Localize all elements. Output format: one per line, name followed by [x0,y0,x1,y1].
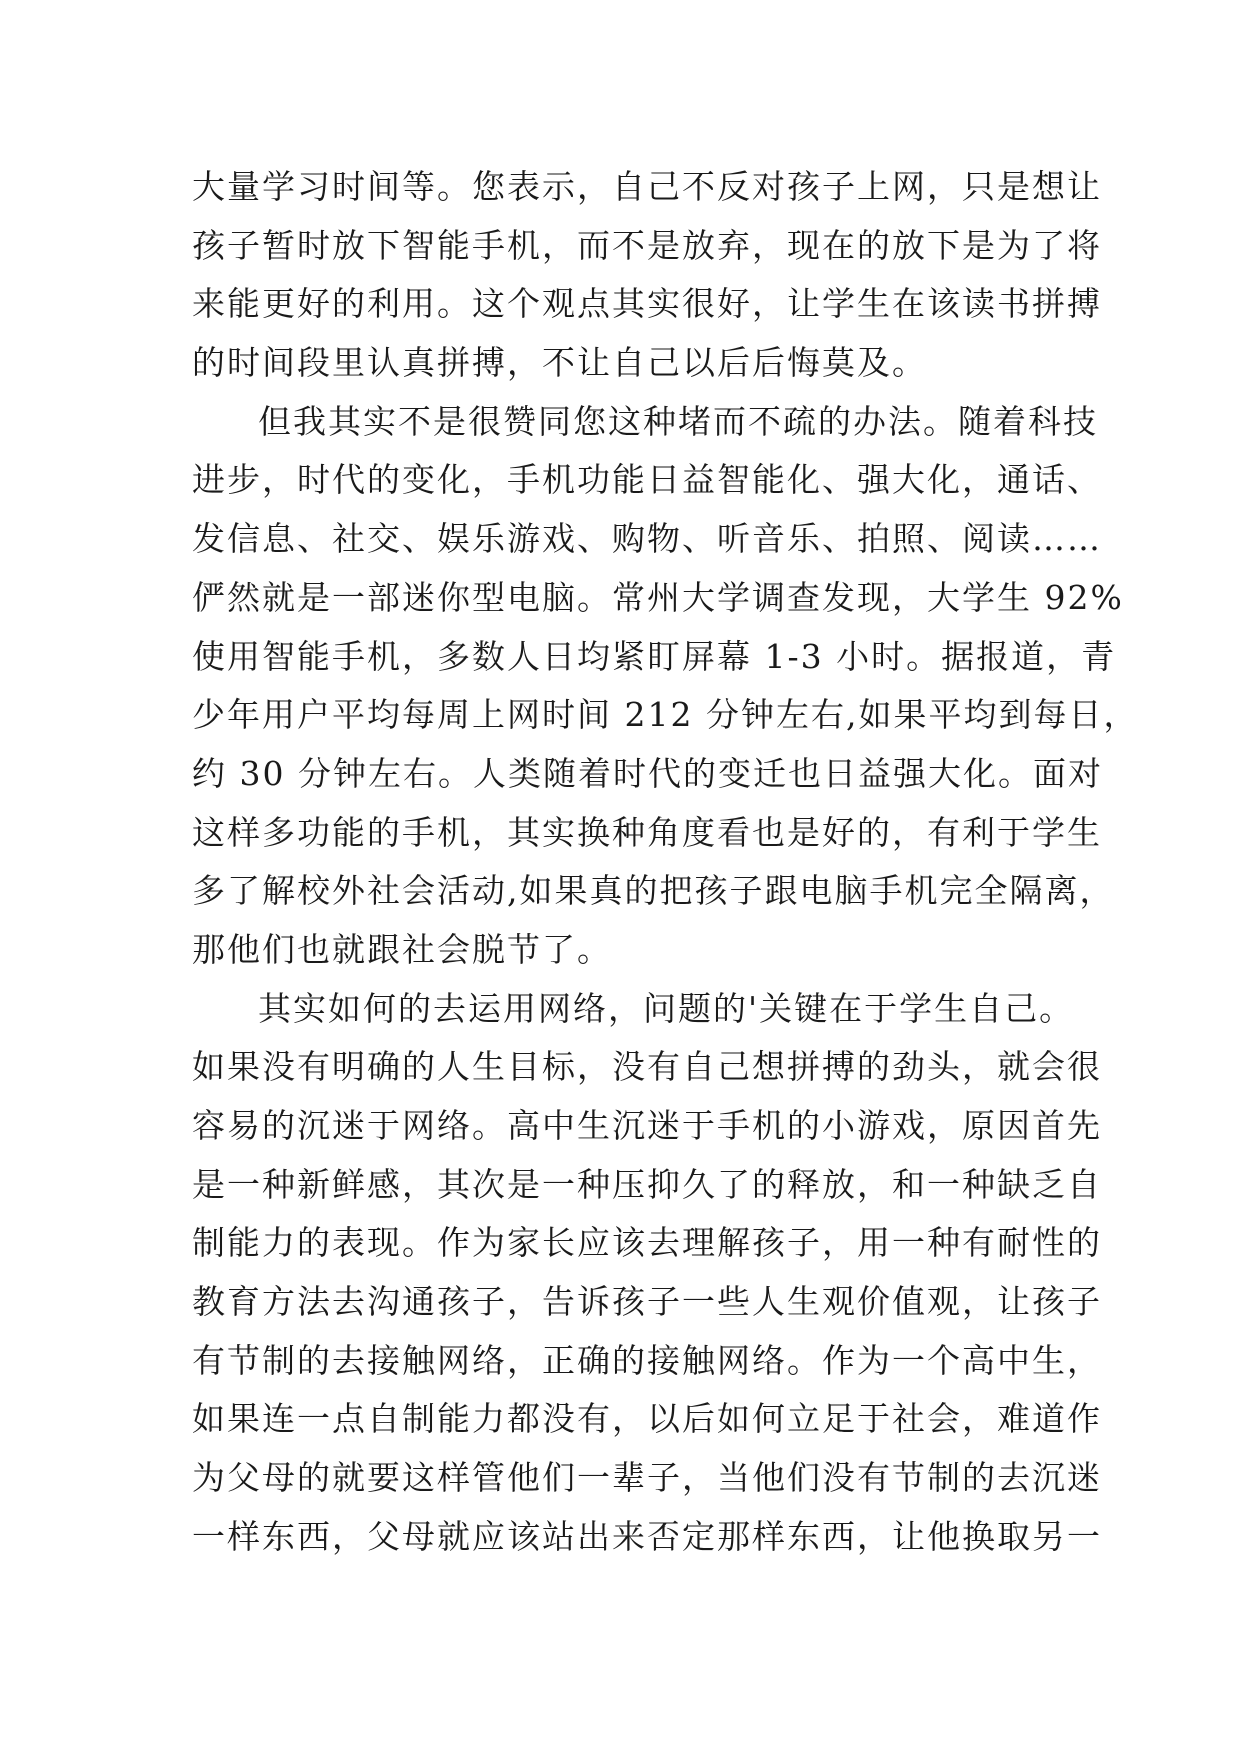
text-line: 有节制的去接触网络，正确的接触网络。作为一个高中生， [192,1340,1102,1380]
text-line: 使用智能手机，多数人日均紧盯屏幕 1-3 小时。据报道，青 [192,636,1117,676]
text-line: 为父母的就要这样管他们一辈子，当他们没有节制的去沉迷 [192,1458,1102,1498]
text-line: 这样多功能的手机，其实换种角度看也是好的，有利于学生 [192,812,1102,852]
text-line: 孩子暂时放下智能手机，而不是放弃，现在的放下是为了将 [192,225,1102,265]
text-line: 其实如何的去运用网络，问题的'关键在于学生自己。 [258,988,1075,1028]
text-line: 约 30 分钟左右。人类随着时代的变迁也日益强大化。面对 [192,753,1103,793]
text-line: 一样东西，父母就应该站出来否定那样东西，让他换取另一 [192,1516,1102,1556]
text-line: 是一种新鲜感，其次是一种压抑久了的释放，和一种缺乏自 [192,1164,1102,1204]
text-line: 如果连一点自制能力都没有，以后如何立足于社会，难道作 [192,1399,1102,1439]
text-line: 那他们也就跟社会脱节了。 [192,929,612,969]
text-line: 制能力的表现。作为家长应该去理解孩子，用一种有耐性的 [192,1223,1102,1263]
text-line: 大量学习时间等。您表示，自己不反对孩子上网，只是想让 [192,167,1102,206]
text-line: 少年用户平均每周上网时间 212 分钟左右,如果平均到每日， [192,695,1139,735]
text-line: 俨然就是一部迷你型电脑。常州大学调查发现，大学生 92% [192,577,1124,617]
text-line: 但我其实不是很赞同您这种堵而不疏的办法。随着科技 [258,401,1098,441]
text-line: 来能更好的利用。这个观点其实很好，让学生在该读书拼搏 [192,284,1102,324]
text-line: 发信息、社交、娱乐游戏、购物、听音乐、拍照、阅读…… [192,519,1102,559]
text-line: 进步，时代的变化，手机功能日益智能化、强大化，通话、 [192,460,1102,500]
body-text [192,158,1139,1567]
text-line: 如果没有明确的人生目标，没有自己想拼搏的劲头，就会很 [192,1047,1102,1087]
text-line: 教育方法去沟通孩子，告诉孩子一些人生观价值观，让孩子 [192,1282,1102,1322]
text-line: 容易的沉迷于网络。高中生沉迷于手机的小游戏，原因首先 [192,1106,1102,1145]
text-line: 的时间段里认真拼搏，不让自己以后后悔莫及。 [192,343,927,383]
text-line: 多了解校外社会活动,如果真的把孩子跟电脑手机完全隔离， [192,871,1115,911]
